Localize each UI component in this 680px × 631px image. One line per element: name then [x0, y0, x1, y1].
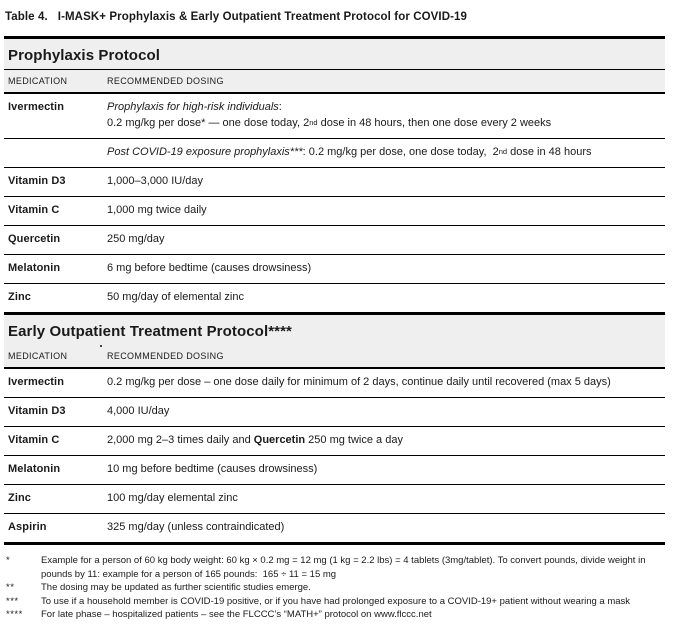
- dosing-line: [107, 404, 663, 419]
- text-segment: 0.2 mg/kg per dose* — one dose today, 2: [107, 117, 310, 129]
- dosing-cell: [107, 520, 665, 535]
- medication-cell: Zinc: [8, 492, 32, 504]
- medication-cell: Melatonin: [8, 463, 61, 475]
- text-segment: 100 mg/day elemental zinc: [107, 492, 238, 504]
- dosing-line: [107, 100, 663, 115]
- footnote-symbol: *: [6, 555, 11, 566]
- table-row: [4, 94, 665, 138]
- medication-cell: Vitamin D3: [8, 175, 66, 187]
- footnote-text: The dosing may be updated as further scientific studies emerge.: [41, 582, 311, 593]
- dosing-cell: [107, 491, 665, 506]
- medication-cell: Ivermectin: [8, 376, 65, 388]
- medication-cell: Quercetin: [8, 233, 61, 245]
- column-header-medication: MEDICATION: [8, 351, 68, 361]
- text-segment: 4,000 IU/day: [107, 405, 170, 417]
- protocol-table: [4, 36, 665, 545]
- dosing-line: [107, 491, 663, 506]
- medication-cell: [4, 145, 107, 160]
- column-header-row: [4, 345, 665, 367]
- dosing-cell: [107, 375, 665, 390]
- medication-cell: Vitamin D3: [8, 405, 66, 417]
- table-row: [4, 369, 665, 397]
- medication-cell: Vitamin C: [8, 204, 60, 216]
- text-segment: : 0.2 mg/kg per dose, one dose today, 2: [302, 146, 499, 158]
- text-segment: 325 mg/day (unless contraindicated): [107, 521, 285, 533]
- text-segment: :: [278, 101, 282, 113]
- dosing-cell: [107, 462, 665, 477]
- dosing-cell: [107, 290, 665, 305]
- table-row: [4, 397, 665, 426]
- text-segment: 1,000–3,000 IU/day: [107, 175, 204, 187]
- dosing-line: [107, 174, 663, 189]
- table-row: [4, 283, 665, 312]
- table-row: [4, 225, 665, 254]
- section-rows: [4, 369, 665, 545]
- text-segment: nd: [498, 147, 508, 156]
- dosing-line: [107, 520, 663, 535]
- dosing-cell: [107, 100, 665, 131]
- table-row: [4, 484, 665, 513]
- footnote: [4, 608, 676, 622]
- text-segment: 1,000 mg twice daily: [107, 204, 207, 216]
- text-segment: dose in 48 hours, then one dose every 2 weeks: [317, 117, 552, 129]
- dosing-cell: [107, 261, 665, 276]
- column-header-dosing: RECOMMENDED DOSING: [107, 76, 224, 86]
- table-caption-text: I-MASK+ Prophylaxis & Early Outpatient Treatment Protocol for COVID-19: [57, 11, 468, 23]
- text-segment: Prophylaxis for high-risk individuals: [107, 101, 279, 113]
- footnote-symbol: ****: [6, 609, 23, 620]
- column-header-row: [4, 70, 665, 92]
- dosing-line: [107, 261, 663, 276]
- dosing-line: [107, 462, 663, 477]
- footnote-text: For late phase – hospitalized patients – see the FLCCC’s “MATH+” protocol on www.flccc.net: [41, 609, 432, 620]
- dosing-line: [107, 203, 663, 218]
- section-header-band: [4, 312, 665, 369]
- table-row: [4, 138, 665, 167]
- text-segment: Quercetin: [253, 434, 306, 446]
- text-segment: 0.2 mg/kg per dose – one dose daily for minimum of 2 days, continue daily until recovered (max 5 days): [107, 376, 611, 388]
- medication-cell: Zinc: [8, 291, 32, 303]
- footnote: [4, 595, 676, 609]
- table-row: [4, 513, 665, 542]
- dosing-line: [107, 116, 663, 131]
- text-segment: 50 mg/day of elemental zinc: [107, 291, 244, 303]
- text-segment: 6 mg before bedtime (causes drowsiness): [107, 262, 312, 274]
- section-header-band: [4, 36, 665, 94]
- table-row: [4, 167, 665, 196]
- text-segment: 250 mg/day: [107, 233, 165, 245]
- stray-dot: [100, 345, 102, 347]
- table-row: [4, 254, 665, 283]
- medication-cell: Ivermectin: [8, 101, 65, 113]
- footnotes: [4, 554, 676, 622]
- section-rows: [4, 94, 665, 312]
- section-title: Early Outpatient Treatment Protocol****: [8, 323, 292, 340]
- text-segment: dose in 48 hours: [507, 146, 592, 158]
- table-row: [4, 196, 665, 225]
- column-header-dosing: RECOMMENDED DOSING: [107, 351, 224, 361]
- footnote: [4, 581, 676, 595]
- footnote-symbol: ***: [6, 595, 19, 607]
- medication-cell: Aspirin: [8, 521, 47, 533]
- section-title: Prophylaxis Protocol: [4, 39, 665, 70]
- dosing-cell: [107, 404, 665, 419]
- dosing-cell: [107, 203, 665, 218]
- dosing-cell: [107, 145, 665, 160]
- footnote-text: To use if a household member is COVID-19 positive, or if you have had prolonged exposure to a COVID-19+ patient without wearing a mask: [41, 595, 631, 607]
- dosing-line: [107, 232, 663, 247]
- footnote: [4, 554, 676, 581]
- footnote-text: Example for a person of 60 kg body weight: 60 kg × 0.2 mg = 12 mg (1 kg = 2.2 lbs) = 4 tablets (3mg/tablet). To convert pounds, divide weight in pounds by 11: example for a person of 165 pounds: 165 ÷ 11 = 15 mg: [41, 555, 646, 580]
- text-segment: nd: [309, 118, 318, 127]
- text-segment: 2,000 mg 2–3 times daily and: [107, 434, 254, 446]
- footnote-symbol: **: [6, 582, 15, 593]
- table-row: [4, 455, 665, 484]
- table-caption: [4, 8, 680, 23]
- dosing-cell: [107, 433, 665, 448]
- text-segment: Post COVID-19 exposure prophylaxis***: [107, 146, 303, 158]
- dosing-line: [107, 375, 663, 390]
- column-header-medication: MEDICATION: [8, 76, 68, 86]
- table-row: [4, 426, 665, 455]
- dosing-line: [107, 433, 663, 448]
- medication-cell: Melatonin: [8, 262, 61, 274]
- dosing-line: [107, 145, 663, 160]
- dosing-cell: [107, 174, 665, 189]
- text-segment: 10 mg before bedtime (causes drowsiness): [107, 463, 318, 475]
- medication-cell: Vitamin C: [8, 434, 60, 446]
- text-segment: 250 mg twice a day: [305, 434, 403, 446]
- dosing-line: [107, 290, 663, 305]
- table-caption-label: Table 4.: [5, 11, 48, 23]
- dosing-cell: [107, 232, 665, 247]
